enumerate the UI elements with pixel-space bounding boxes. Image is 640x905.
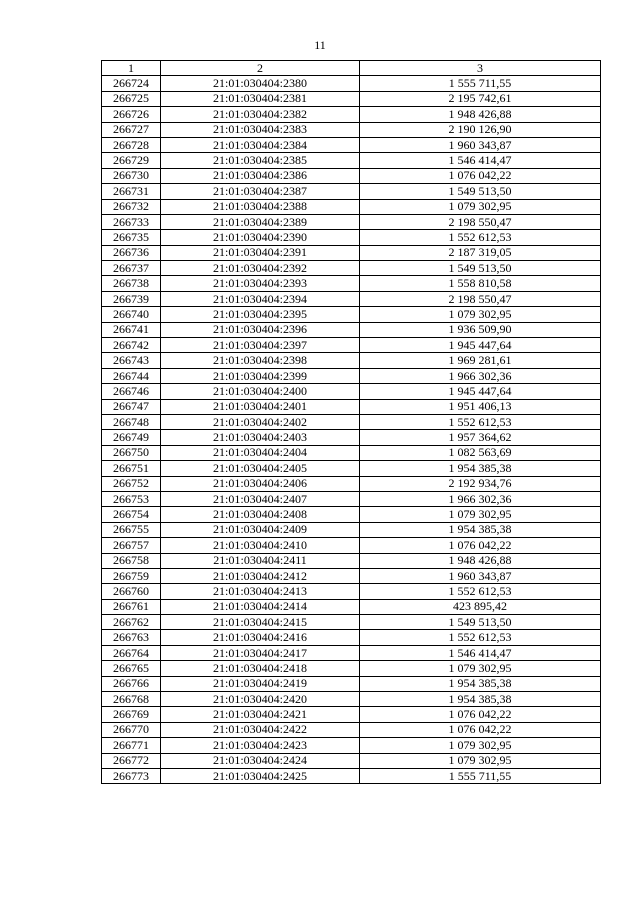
cadastral-value-cell: 1 552 612,53	[360, 414, 601, 429]
table-row	[102, 707, 601, 722]
row-number-cell: 266772	[102, 753, 161, 768]
cadastral-number-cell: 21:01:030404:2386	[161, 168, 360, 183]
table-row	[102, 76, 601, 91]
row-number-cell: 266730	[102, 168, 161, 183]
row-number-cell: 266762	[102, 615, 161, 630]
table-row	[102, 692, 601, 707]
cadastral-number-cell: 21:01:030404:2415	[161, 615, 360, 630]
header-cell-1: 1	[102, 61, 161, 76]
row-number-cell: 266725	[102, 91, 161, 106]
table-row	[102, 476, 601, 491]
table-row	[102, 522, 601, 537]
cadastral-number-cell: 21:01:030404:2396	[161, 322, 360, 337]
cadastral-number-cell: 21:01:030404:2397	[161, 338, 360, 353]
cadastral-value-cell: 1 954 385,38	[360, 692, 601, 707]
cadastral-number-cell: 21:01:030404:2404	[161, 445, 360, 460]
cadastral-value-cell: 1 076 042,22	[360, 707, 601, 722]
table-row	[102, 276, 601, 291]
cadastral-number-cell: 21:01:030404:2395	[161, 307, 360, 322]
header-cell-2: 2	[161, 61, 360, 76]
row-number-cell: 266737	[102, 261, 161, 276]
table-row	[102, 430, 601, 445]
cadastral-number-cell: 21:01:030404:2393	[161, 276, 360, 291]
row-number-cell: 266753	[102, 491, 161, 506]
table-row	[102, 322, 601, 337]
row-number-cell: 266770	[102, 722, 161, 737]
cadastral-value-cell: 1 945 447,64	[360, 338, 601, 353]
cadastral-number-cell: 21:01:030404:2406	[161, 476, 360, 491]
row-number-cell: 266748	[102, 414, 161, 429]
table-body	[102, 76, 601, 784]
row-number-cell: 266733	[102, 214, 161, 229]
cadastral-number-cell: 21:01:030404:2389	[161, 214, 360, 229]
table-row	[102, 568, 601, 583]
table-row	[102, 307, 601, 322]
table-row	[102, 661, 601, 676]
cadastral-value-cell: 1 555 711,55	[360, 76, 601, 91]
cadastral-value-cell: 1 969 281,61	[360, 353, 601, 368]
cadastral-value-cell: 1 076 042,22	[360, 168, 601, 183]
cadastral-value-cell: 1 957 364,62	[360, 430, 601, 445]
cadastral-number-cell: 21:01:030404:2384	[161, 137, 360, 152]
cadastral-number-cell: 21:01:030404:2385	[161, 153, 360, 168]
row-number-cell: 266765	[102, 661, 161, 676]
cadastral-value-cell: 1 951 406,13	[360, 399, 601, 414]
cadastral-value-cell: 1 549 513,50	[360, 261, 601, 276]
row-number-cell: 266741	[102, 322, 161, 337]
cadastral-number-cell: 21:01:030404:2401	[161, 399, 360, 414]
cadastral-value-cell: 2 187 319,05	[360, 245, 601, 260]
cadastral-value-cell: 1 552 612,53	[360, 630, 601, 645]
table-row	[102, 122, 601, 137]
cadastral-number-cell: 21:01:030404:2402	[161, 414, 360, 429]
cadastral-value-cell: 1 079 302,95	[360, 199, 601, 214]
cadastral-number-cell: 21:01:030404:2421	[161, 707, 360, 722]
table-row	[102, 538, 601, 553]
cadastral-value-cell: 1 966 302,36	[360, 368, 601, 383]
cadastral-value-cell: 1 552 612,53	[360, 230, 601, 245]
cadastral-number-cell: 21:01:030404:2391	[161, 245, 360, 260]
cadastral-value-cell: 1 552 612,53	[360, 584, 601, 599]
table-row	[102, 91, 601, 106]
row-number-cell: 266735	[102, 230, 161, 245]
cadastral-number-cell: 21:01:030404:2390	[161, 230, 360, 245]
row-number-cell: 266755	[102, 522, 161, 537]
cadastral-value-cell: 1 079 302,95	[360, 753, 601, 768]
cadastral-value-cell: 1 948 426,88	[360, 107, 601, 122]
table-row	[102, 599, 601, 614]
cadastral-number-cell: 21:01:030404:2388	[161, 199, 360, 214]
table-row	[102, 184, 601, 199]
row-number-cell: 266758	[102, 553, 161, 568]
cadastral-number-cell: 21:01:030404:2413	[161, 584, 360, 599]
row-number-cell: 266759	[102, 568, 161, 583]
row-number-cell: 266771	[102, 738, 161, 753]
table-row	[102, 199, 601, 214]
table-row	[102, 291, 601, 306]
table-row	[102, 214, 601, 229]
cadastral-value-cell: 1 549 513,50	[360, 184, 601, 199]
row-number-cell: 266747	[102, 399, 161, 414]
cadastral-number-cell: 21:01:030404:2414	[161, 599, 360, 614]
row-number-cell: 266739	[102, 291, 161, 306]
cadastral-value-cell: 1 555 711,55	[360, 768, 601, 783]
cadastral-value-cell: 1 966 302,36	[360, 491, 601, 506]
cadastral-number-cell: 21:01:030404:2425	[161, 768, 360, 783]
row-number-cell: 266752	[102, 476, 161, 491]
cadastral-value-cell: 1 076 042,22	[360, 538, 601, 553]
cadastral-value-cell: 1 082 563,69	[360, 445, 601, 460]
cadastral-number-cell: 21:01:030404:2407	[161, 491, 360, 506]
cadastral-value-cell: 1 079 302,95	[360, 507, 601, 522]
table-header	[102, 61, 601, 76]
cadastral-number-cell: 21:01:030404:2383	[161, 122, 360, 137]
row-number-cell: 266754	[102, 507, 161, 522]
table-row	[102, 676, 601, 691]
row-number-cell: 266760	[102, 584, 161, 599]
cadastral-value-cell: 1 079 302,95	[360, 661, 601, 676]
cadastral-value-cell: 1 558 810,58	[360, 276, 601, 291]
row-number-cell: 266764	[102, 645, 161, 660]
row-number-cell: 266746	[102, 384, 161, 399]
table-row	[102, 414, 601, 429]
row-number-cell: 266750	[102, 445, 161, 460]
table-row	[102, 507, 601, 522]
cadastral-value-cell: 1 960 343,87	[360, 568, 601, 583]
row-number-cell: 266761	[102, 599, 161, 614]
cadastral-number-cell: 21:01:030404:2418	[161, 661, 360, 676]
cadastral-value-cell: 1 948 426,88	[360, 553, 601, 568]
row-number-cell: 266743	[102, 353, 161, 368]
table-row	[102, 245, 601, 260]
cadastral-value-cell: 1 546 414,47	[360, 645, 601, 660]
cadastral-number-cell: 21:01:030404:2420	[161, 692, 360, 707]
cadastral-value-cell: 2 198 550,47	[360, 291, 601, 306]
table-row	[102, 738, 601, 753]
cadastral-number-cell: 21:01:030404:2399	[161, 368, 360, 383]
row-number-cell: 266773	[102, 768, 161, 783]
cadastral-number-cell: 21:01:030404:2380	[161, 76, 360, 91]
page-number: 11	[314, 38, 326, 52]
cadastral-value-cell: 1 549 513,50	[360, 615, 601, 630]
row-number-cell: 266740	[102, 307, 161, 322]
table-row	[102, 553, 601, 568]
cadastral-number-cell: 21:01:030404:2422	[161, 722, 360, 737]
cadastral-number-cell: 21:01:030404:2411	[161, 553, 360, 568]
row-number-cell: 266742	[102, 338, 161, 353]
row-number-cell: 266732	[102, 199, 161, 214]
row-number-cell: 266766	[102, 676, 161, 691]
cadastral-number-cell: 21:01:030404:2382	[161, 107, 360, 122]
row-number-cell: 266738	[102, 276, 161, 291]
cadastral-number-cell: 21:01:030404:2398	[161, 353, 360, 368]
cadastral-value-cell: 2 190 126,90	[360, 122, 601, 137]
table-row	[102, 261, 601, 276]
cadastral-value-cell: 1 079 302,95	[360, 738, 601, 753]
cadastral-value-cell: 1 960 343,87	[360, 137, 601, 152]
row-number-cell: 266726	[102, 107, 161, 122]
table-row	[102, 107, 601, 122]
row-number-cell: 266736	[102, 245, 161, 260]
cadastral-value-cell: 1 936 509,90	[360, 322, 601, 337]
row-number-cell: 266751	[102, 461, 161, 476]
table-row	[102, 384, 601, 399]
cadastral-number-cell: 21:01:030404:2416	[161, 630, 360, 645]
table-row	[102, 445, 601, 460]
table-row	[102, 168, 601, 183]
row-number-cell: 266728	[102, 137, 161, 152]
cadastral-value-cell: 2 195 742,61	[360, 91, 601, 106]
table-row	[102, 368, 601, 383]
header-row	[102, 61, 601, 76]
cadastral-value-cell: 2 192 934,76	[360, 476, 601, 491]
row-number-cell: 266749	[102, 430, 161, 445]
cadastral-number-cell: 21:01:030404:2394	[161, 291, 360, 306]
cadastral-number-cell: 21:01:030404:2381	[161, 91, 360, 106]
table-row	[102, 722, 601, 737]
row-number-cell: 266727	[102, 122, 161, 137]
cadastral-number-cell: 21:01:030404:2423	[161, 738, 360, 753]
table-row	[102, 645, 601, 660]
cadastral-number-cell: 21:01:030404:2424	[161, 753, 360, 768]
cadastral-value-cell: 1 954 385,38	[360, 676, 601, 691]
cadastral-number-cell: 21:01:030404:2410	[161, 538, 360, 553]
registry-table	[101, 60, 601, 784]
cadastral-value-cell: 2 198 550,47	[360, 214, 601, 229]
cadastral-value-cell: 1 945 447,64	[360, 384, 601, 399]
cadastral-value-cell: 1 546 414,47	[360, 153, 601, 168]
table-row	[102, 753, 601, 768]
table-row	[102, 137, 601, 152]
cadastral-number-cell: 21:01:030404:2392	[161, 261, 360, 276]
table-row	[102, 338, 601, 353]
row-number-cell: 266744	[102, 368, 161, 383]
table-row	[102, 230, 601, 245]
cadastral-value-cell: 1 079 302,95	[360, 307, 601, 322]
table-row	[102, 461, 601, 476]
cadastral-number-cell: 21:01:030404:2403	[161, 430, 360, 445]
cadastral-value-cell: 1 954 385,38	[360, 461, 601, 476]
row-number-cell: 266768	[102, 692, 161, 707]
row-number-cell: 266769	[102, 707, 161, 722]
cadastral-number-cell: 21:01:030404:2387	[161, 184, 360, 199]
table-row	[102, 153, 601, 168]
cadastral-number-cell: 21:01:030404:2417	[161, 645, 360, 660]
cadastral-number-cell: 21:01:030404:2408	[161, 507, 360, 522]
table-row	[102, 615, 601, 630]
table-row	[102, 353, 601, 368]
row-number-cell: 266729	[102, 153, 161, 168]
table-row	[102, 630, 601, 645]
cadastral-value-cell: 423 895,42	[360, 599, 601, 614]
cadastral-number-cell: 21:01:030404:2409	[161, 522, 360, 537]
table-row	[102, 584, 601, 599]
cadastral-number-cell: 21:01:030404:2419	[161, 676, 360, 691]
row-number-cell: 266763	[102, 630, 161, 645]
table-row	[102, 491, 601, 506]
cadastral-number-cell: 21:01:030404:2405	[161, 461, 360, 476]
cadastral-value-cell: 1 954 385,38	[360, 522, 601, 537]
row-number-cell: 266757	[102, 538, 161, 553]
table-row	[102, 768, 601, 783]
row-number-cell: 266724	[102, 76, 161, 91]
table-row	[102, 399, 601, 414]
header-cell-3: 3	[360, 61, 601, 76]
row-number-cell: 266731	[102, 184, 161, 199]
cadastral-number-cell: 21:01:030404:2400	[161, 384, 360, 399]
cadastral-value-cell: 1 076 042,22	[360, 722, 601, 737]
cadastral-number-cell: 21:01:030404:2412	[161, 568, 360, 583]
